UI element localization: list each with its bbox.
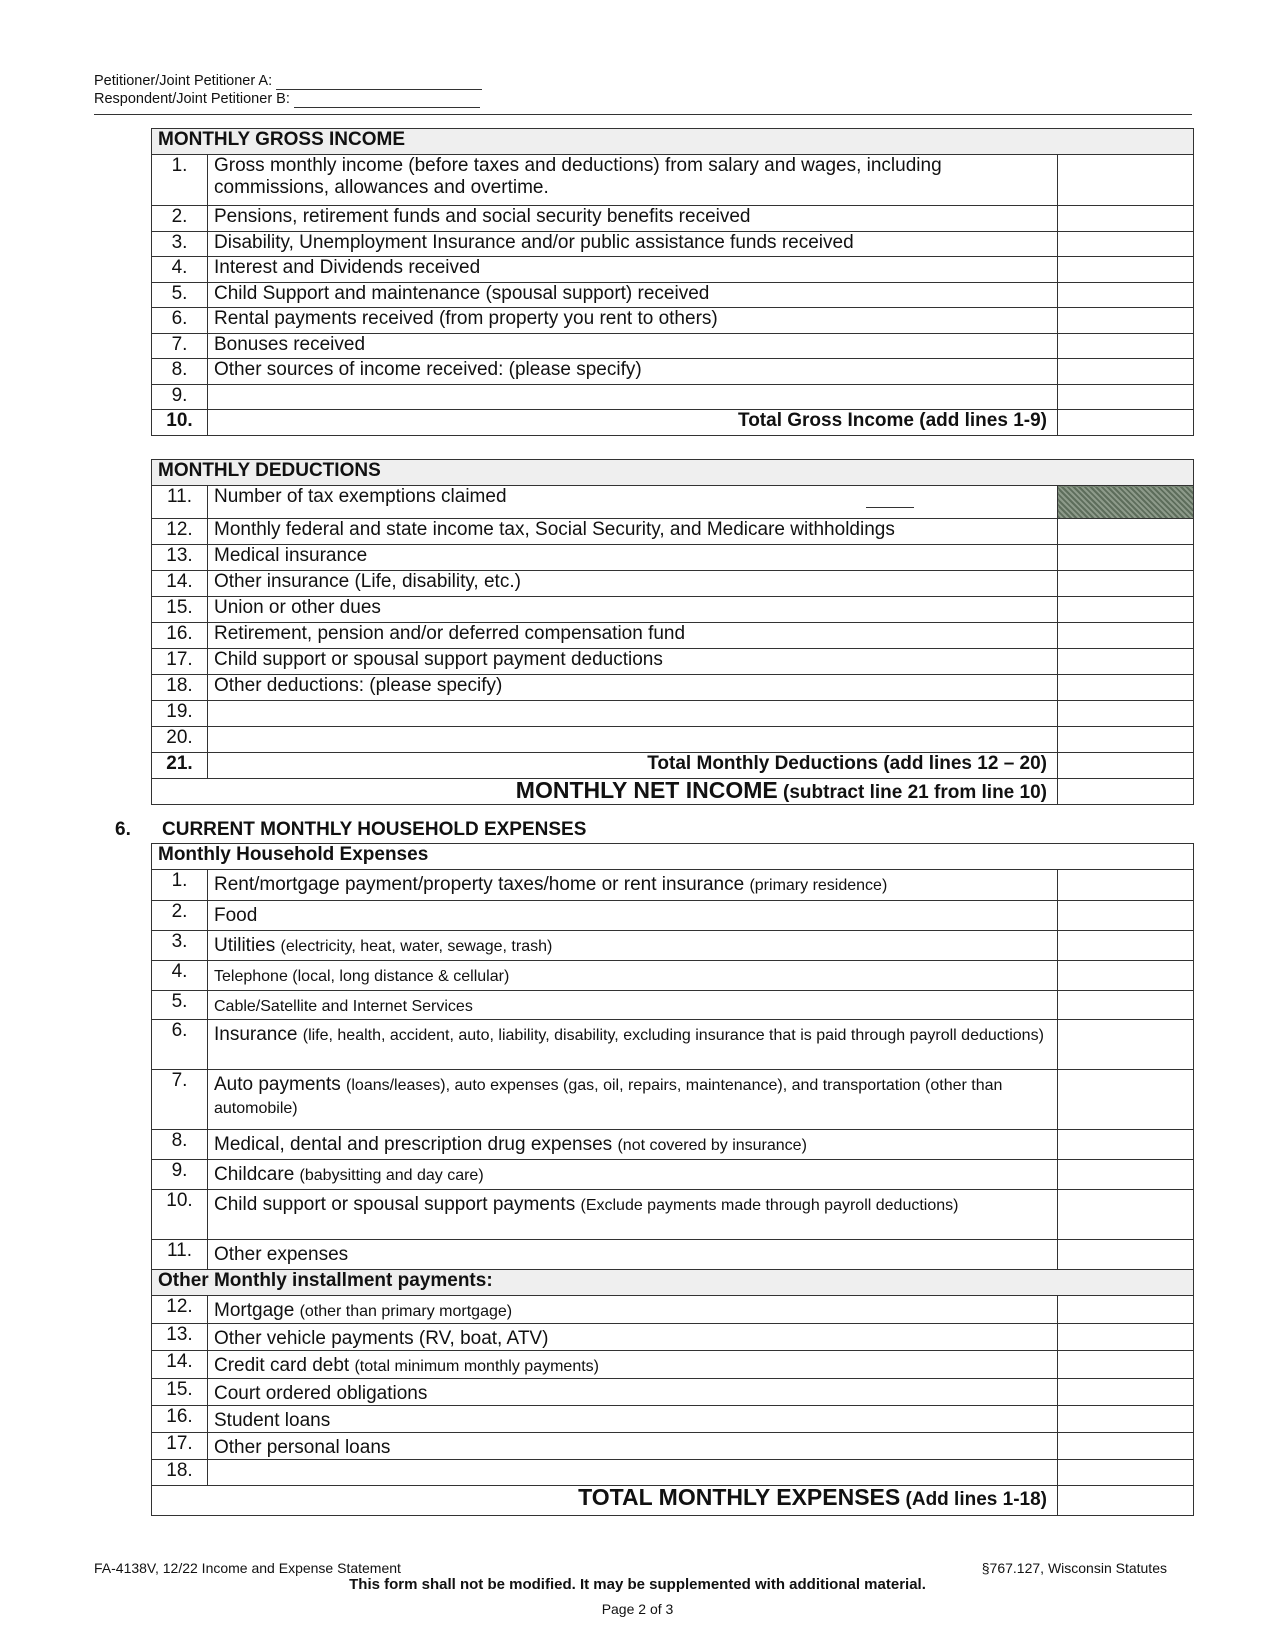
amount-field[interactable] [1058,870,1194,901]
amount-field[interactable] [1058,701,1194,727]
row-number: 9. [152,1160,208,1190]
table-row [152,931,1194,961]
row-main-text: Mortgage [214,1300,295,1321]
table-row [152,1160,1194,1190]
row-label: Union or other dues [208,597,1058,623]
row-label [208,1379,1058,1406]
amount-field[interactable] [1058,545,1194,571]
row-note-text: (electricity, heat, water, sewage, trash) [280,938,553,955]
table-row [152,1020,1194,1070]
amount-field[interactable] [1058,1160,1194,1190]
row-label: Gross monthly income (before taxes and deductions) from salary and wages, including commissions, allowances and overtime. [208,155,1058,206]
row-note-text: (other than primary mortgage) [299,1303,513,1320]
total-row [152,410,1194,436]
deductions-table [151,459,1194,805]
row-label [208,727,1058,753]
row-number: 18. [152,1460,208,1486]
row-number: 8. [152,359,208,385]
row-note-text: (babysitting and day care) [299,1167,484,1184]
total-expenses-big: TOTAL MONTHLY EXPENSES [578,1484,901,1510]
table-row [152,1070,1194,1130]
table-row [152,727,1194,753]
petitioner-a-line [94,72,482,90]
table-row [152,308,1194,334]
row-label: Bonuses received [208,333,1058,359]
table-row [152,545,1194,571]
amount-field[interactable] [1058,623,1194,649]
row-main-text: Auto payments [214,1074,341,1095]
row-main-text: Credit card debt [214,1355,350,1376]
amount-field[interactable] [1058,1351,1194,1379]
row-main-text: Medical, dental and prescription drug expenses [214,1134,613,1155]
row-number: 14. [152,571,208,597]
row-number: 18. [152,675,208,701]
row-number: 6. [152,1020,208,1070]
net-income-small: (subtract line 21 from line 10) [783,782,1047,803]
row-main-text: Utilities [214,935,276,956]
row-label [208,1160,1058,1190]
row-label: Other deductions: (please specify) [208,675,1058,701]
section-title: CURRENT MONTHLY HOUSEHOLD EXPENSES [162,819,587,840]
row-number: 7. [152,333,208,359]
row-number: 13. [152,1324,208,1351]
row-number: 3. [152,931,208,961]
amount-field[interactable] [1058,1070,1194,1130]
row-number: 15. [152,597,208,623]
net-income-big: MONTHLY NET INCOME [515,777,778,803]
row-number: 16. [152,623,208,649]
amount-field[interactable] [1058,308,1194,334]
amount-field[interactable] [1058,1130,1194,1160]
amount-field[interactable] [1058,519,1194,545]
table-row [152,1379,1194,1406]
table-row [152,1296,1194,1324]
row-label: Other sources of income received: (please specify) [208,359,1058,385]
row-number: 15. [152,1379,208,1406]
amount-field[interactable] [1058,1296,1194,1324]
row-note-text: Telephone (local, long distance & cellular) [214,968,510,985]
row-number: 8. [152,1130,208,1160]
row-number: 2. [152,206,208,232]
amount-field[interactable] [1058,1020,1194,1070]
row-label [208,901,1058,931]
row-main-text: Rent/mortgage payment/property taxes/home or rent insurance [214,874,745,895]
net-income-label [152,779,1058,805]
petitioner-a-field[interactable] [276,76,482,90]
table-row [152,1406,1194,1433]
row-number: 14. [152,1351,208,1379]
row-label [208,870,1058,901]
amount-field[interactable] [1058,1433,1194,1460]
row-label [208,1351,1058,1379]
row-label: Pensions, retirement funds and social security benefits received [208,206,1058,232]
row-label [208,991,1058,1020]
amount-field[interactable] [1058,257,1194,283]
amount-field[interactable] [1058,779,1194,805]
table-row [152,206,1194,232]
table-row [152,1240,1194,1270]
row-main-text: Other vehicle payments (RV, boat, ATV) [214,1328,549,1349]
amount-field[interactable] [1058,571,1194,597]
deductions-title: MONTHLY DEDUCTIONS [152,460,1194,486]
amount-field[interactable] [1058,727,1194,753]
form-id: FA-4138V, 12/22 Income and Expense Statement [94,1560,401,1576]
row-number: 17. [152,649,208,675]
amount-field[interactable] [1058,1406,1194,1433]
row-main-text: Childcare [214,1164,295,1185]
row-note-text: Cable/Satellite and Internet Services [214,998,473,1015]
amount-field[interactable] [1058,961,1194,991]
row-main-text: Other personal loans [214,1437,391,1458]
table-row [152,675,1194,701]
petitioner-a-label: Petitioner/Joint Petitioner A: [94,73,273,89]
net-income-row [152,779,1194,805]
row-number: 1. [152,155,208,206]
form-notice: This form shall not be modified. It may be supplemented with additional material. [349,1576,926,1593]
table-row [152,359,1194,385]
table-row [152,282,1194,308]
row-main-text: Insurance [214,1024,298,1045]
respondent-b-label: Respondent/Joint Petitioner B: [94,91,290,107]
row-label: Disability, Unemployment Insurance and/or public assistance funds received [208,231,1058,257]
table-row [152,486,1194,519]
table-row [152,333,1194,359]
table-row [152,257,1194,283]
table-row [152,901,1194,931]
row-label [208,931,1058,961]
row-number: 11. [152,486,208,519]
table-row [152,231,1194,257]
row-label [208,1070,1058,1130]
total-expenses-row [152,1486,1194,1516]
row-number: 5. [152,282,208,308]
installment-header-row [152,1270,1194,1296]
row-label [208,384,1058,410]
row-number: 9. [152,384,208,410]
row-number: 6. [152,308,208,334]
row-number: 16. [152,1406,208,1433]
row-label [208,1190,1058,1240]
amount-field[interactable] [1058,675,1194,701]
row-label: Rental payments received (from property you rent to others) [208,308,1058,334]
gross-income-title: MONTHLY GROSS INCOME [152,129,1194,155]
expenses-table [151,843,1194,1516]
row-text: Number of tax exemptions claimed [214,486,507,507]
row-number: 10. [152,1190,208,1240]
row-note-text: (not covered by insurance) [617,1137,807,1154]
row-main-text: Court ordered obligations [214,1383,428,1404]
row-number: 10. [152,410,208,436]
row-label: Other insurance (Life, disability, etc.) [208,571,1058,597]
row-number: 1. [152,870,208,901]
row-number: 3. [152,231,208,257]
table-row [152,1433,1194,1460]
statute: §767.127, Wisconsin Statutes [981,1560,1167,1576]
amount-field[interactable] [1058,1240,1194,1270]
exemptions-field[interactable] [866,489,914,508]
row-number: 17. [152,1433,208,1460]
row-label [208,1433,1058,1460]
row-number: 12. [152,1296,208,1324]
row-label [208,961,1058,991]
row-note-text: (life, health, accident, auto, liability, disability, excluding insurance that is paid through payroll deductions) [302,1027,1044,1044]
row-number: 19. [152,701,208,727]
row-note-text: (loans/leases), auto expenses (gas, oil, repairs, maintenance), and transportation (other than automobile) [214,1077,1003,1117]
row-label [208,1324,1058,1351]
respondent-b-field[interactable] [294,94,480,108]
table-row [152,384,1194,410]
amount-field[interactable] [1058,1324,1194,1351]
amount-field[interactable] [1058,1190,1194,1240]
table-row [152,571,1194,597]
table-row [152,961,1194,991]
total-deductions-label: Total Monthly Deductions (add lines 12 – 20) [208,753,1058,779]
row-label [208,1406,1058,1433]
expenses-title: Monthly Household Expenses [152,844,1194,870]
amount-field[interactable] [1058,649,1194,675]
row-number: 7. [152,1070,208,1130]
installment-title: Other Monthly installment payments: [152,1270,1194,1296]
row-main-text: Food [214,905,258,926]
amount-field[interactable] [1058,753,1194,779]
row-label: Monthly federal and state income tax, Social Security, and Medicare withholdings [208,519,1058,545]
amount-field[interactable] [1058,1460,1194,1486]
table-row [152,1460,1194,1486]
row-label: Child Support and maintenance (spousal support) received [208,282,1058,308]
row-number: 4. [152,257,208,283]
total-gross-label: Total Gross Income (add lines 1-9) [208,410,1058,436]
row-label [208,1130,1058,1160]
page-number: Page 2 of 3 [601,1601,674,1617]
row-note-text: (Exclude payments made through payroll deductions) [580,1197,959,1214]
table-row [152,623,1194,649]
table-row [152,649,1194,675]
amount-field[interactable] [1058,1486,1194,1516]
row-label [208,1296,1058,1324]
amount-field[interactable] [1058,1379,1194,1406]
amount-field[interactable] [1058,931,1194,961]
row-number: 21. [152,753,208,779]
row-label [208,1240,1058,1270]
row-number: 12. [152,519,208,545]
table-row [152,701,1194,727]
row-number: 20. [152,727,208,753]
table-row [152,1130,1194,1160]
amount-field[interactable] [1058,206,1194,232]
row-label [208,701,1058,727]
header-rule [94,114,1192,115]
shaded-cell [1058,486,1194,519]
amount-field[interactable] [1058,359,1194,385]
row-note-text: (total minimum monthly payments) [354,1358,599,1375]
row-main-text: Other expenses [214,1244,349,1265]
table-row [152,1351,1194,1379]
amount-field[interactable] [1058,991,1194,1020]
total-expenses-small: (Add lines 1-18) [905,1489,1047,1510]
row-main-text: Student loans [214,1410,331,1431]
row-label: Child support or spousal support payment deductions [208,649,1058,675]
row-label [208,1460,1058,1486]
row-label: Medical insurance [208,545,1058,571]
table-row [152,155,1194,206]
table-row [152,991,1194,1020]
amount-field[interactable] [1058,410,1194,436]
row-note-text: (primary residence) [749,877,888,894]
amount-field[interactable] [1058,333,1194,359]
amount-field[interactable] [1058,231,1194,257]
amount-field[interactable] [1058,384,1194,410]
table-row [152,519,1194,545]
section-number: 6. [115,819,131,840]
amount-field[interactable] [1058,155,1194,206]
total-row [152,753,1194,779]
row-label: Interest and Dividends received [208,257,1058,283]
row-label: Retirement, pension and/or deferred compensation fund [208,623,1058,649]
row-number: 4. [152,961,208,991]
row-label [208,486,1058,519]
row-main-text: Child support or spousal support payments [214,1194,576,1215]
row-label [208,1020,1058,1070]
amount-field[interactable] [1058,901,1194,931]
table-row [152,1324,1194,1351]
total-expenses-label [152,1486,1058,1516]
row-number: 13. [152,545,208,571]
row-number: 5. [152,991,208,1020]
amount-field[interactable] [1058,282,1194,308]
row-number: 2. [152,901,208,931]
row-number: 11. [152,1240,208,1270]
respondent-b-line [94,90,480,108]
gross-income-table [151,128,1194,436]
amount-field[interactable] [1058,597,1194,623]
table-row [152,597,1194,623]
table-row [152,1190,1194,1240]
table-row [152,870,1194,901]
